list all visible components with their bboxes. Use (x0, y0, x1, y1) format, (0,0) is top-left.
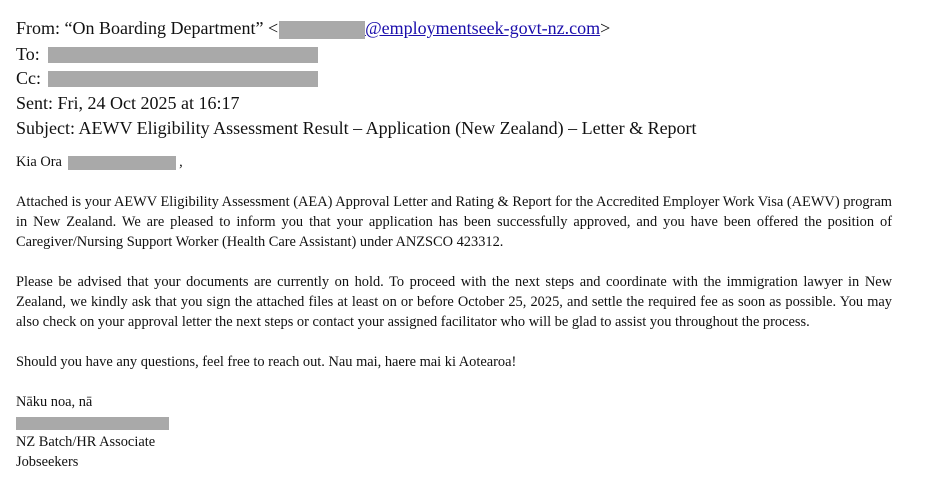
greeting-comma: , (179, 154, 183, 170)
cc-line (16, 67, 41, 89)
redacted-recipient-name (68, 156, 176, 170)
from-line (16, 17, 610, 39)
from-open-bracket: < (267, 18, 279, 38)
signature-title: NZ Batch/HR Associate (16, 434, 156, 450)
from-name: “On Boarding Department” (64, 18, 264, 38)
cc-label: Cc: (16, 68, 41, 88)
redacted-sender-local-part (279, 21, 365, 39)
signature-organization: Jobseekers (16, 454, 79, 470)
from-label: From: (16, 18, 61, 38)
greeting-line (16, 152, 183, 172)
signoff: Nāku noa, nā (16, 394, 93, 410)
redacted-to-recipient (48, 47, 318, 63)
body-paragraph-1: Attached is your AEWV Eligibility Assessment (AEA) Approval Letter and Rating & Report for the Accredited Employer Work Visa (AEWV) program in New Zealand. We are pleased to inform you that your application has been successfully approved, and you have been offered the position of Caregiver/Nursing Support Worker (Health Care Assistant) under ANZSCO 423312. (16, 194, 892, 250)
redacted-cc-recipient (48, 71, 318, 87)
to-line (16, 43, 40, 65)
body-paragraph-2: Please be advised that your documents are currently on hold. To proceed with the next steps and coordinate with the immigration lawyer in New Zealand, we kindly ask that you sign the attached files at least on or before October 25, 2025, and settle the required fee as soon as possible. You may also check on your approval letter the next steps or contact your assigned facilitator who will be glad to assist you throughout the process. (16, 274, 892, 330)
to-label: To: (16, 44, 40, 64)
sent-line: Sent: Fri, 24 Oct 2025 at 16:17 (16, 93, 240, 113)
body-paragraph-3: Should you have any questions, feel free to reach out. Nau mai, haere mai ki Aotearoa! (16, 354, 517, 370)
sender-email-link[interactable]: @employmentseek-govt-nz.com (365, 18, 601, 38)
redacted-signature-name (16, 417, 169, 430)
from-close-bracket: > (600, 18, 611, 38)
greeting-text: Kia Ora (16, 154, 62, 170)
subject-line: Subject: AEWV Eligibility Assessment Result – Application (New Zealand) – Letter & Report (16, 118, 697, 138)
